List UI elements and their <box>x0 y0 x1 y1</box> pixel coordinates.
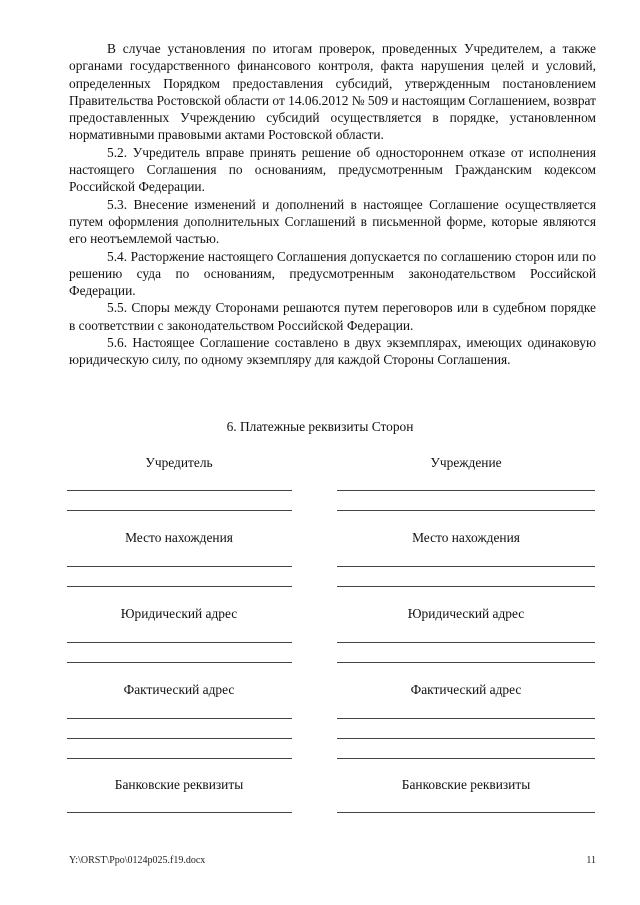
right-blank-line <box>337 510 595 511</box>
paragraph-5-5: 5.5. Споры между Сторонами решаются путем переговоров или в судебном порядке в соответствии с законодательством Российской Федерации. <box>69 300 596 333</box>
left-actual-address-label: Фактический адрес <box>123 682 235 697</box>
paragraph-5-6: 5.6. Настоящее Соглашение составлено в двух экземплярах, имеющих одинаковую юридическую силу, по одному экземпляру для каждой Стороны Соглашения. <box>69 335 596 368</box>
left-blank-line <box>67 642 292 643</box>
left-blank-line <box>67 758 292 759</box>
right-blank-line <box>337 662 595 663</box>
right-party-label: Учреждение <box>430 455 502 470</box>
right-legal-address-label: Юридический адрес <box>407 606 525 621</box>
left-blank-line <box>67 738 292 739</box>
left-blank-line <box>67 812 292 813</box>
left-blank-line <box>67 662 292 663</box>
paragraph-5-3: 5.3. Внесение изменений и дополнений в настоящее Соглашение осуществляется путем оформления дополнительных Соглашений в письменной форме, которые являются его неотъемлемой частью. <box>69 196 596 247</box>
right-blank-line <box>337 490 595 491</box>
section-title: 6. Платежные реквизиты Сторон <box>226 419 414 434</box>
left-party-label: Учредитель <box>145 455 213 470</box>
left-legal-address-label: Юридический адрес <box>120 606 238 621</box>
right-blank-line <box>337 738 595 739</box>
right-blank-line <box>337 812 595 813</box>
left-blank-line <box>67 490 292 491</box>
paragraph-5-2: 5.2. Учредитель вправе принять решение об одностороннем отказе от исполнения настоящего Соглашения по основаниям, предусмотренным Гражданским кодексом Российской Федерации. <box>69 144 596 195</box>
right-bank-details-label: Банковские реквизиты <box>401 777 531 792</box>
right-blank-line <box>337 586 595 587</box>
right-actual-address-label: Фактический адрес <box>410 682 522 697</box>
left-blank-line <box>67 718 292 719</box>
right-blank-line <box>337 758 595 759</box>
footer-file-path: Y:\ORST\Ppo\0124p025.f19.docx <box>69 855 206 866</box>
right-blank-line <box>337 718 595 719</box>
right-blank-line <box>337 642 595 643</box>
left-blank-line <box>67 586 292 587</box>
left-bank-details-label: Банковские реквизиты <box>114 777 244 792</box>
paragraph-refund: В случае установления по итогам проверок, проведенных Учредителем, а также органами государственного финансового контроля, факта нарушения целей и условий, определенных Порядком предоставления субсидий, утвержденным постановлением Правительства Ростовской области от 14.06.2012 № 509 и настоящим Соглашением, возврат предоставленных Учреждению субсидий осуществляется в порядке, установленном нормативными правовыми актами Ростовской области. <box>69 41 596 143</box>
right-blank-line <box>337 566 595 567</box>
left-blank-line <box>67 566 292 567</box>
right-location-label: Место нахождения <box>412 530 520 545</box>
paragraph-5-4: 5.4. Расторжение настоящего Соглашения допускается по соглашению сторон или по решению суда по основаниям, предусмотренным законодательством Российской Федерации. <box>69 248 596 299</box>
page-number: 11 <box>586 855 596 866</box>
agreement-body <box>69 40 596 369</box>
left-location-label: Место нахождения <box>125 530 233 545</box>
left-blank-line <box>67 510 292 511</box>
